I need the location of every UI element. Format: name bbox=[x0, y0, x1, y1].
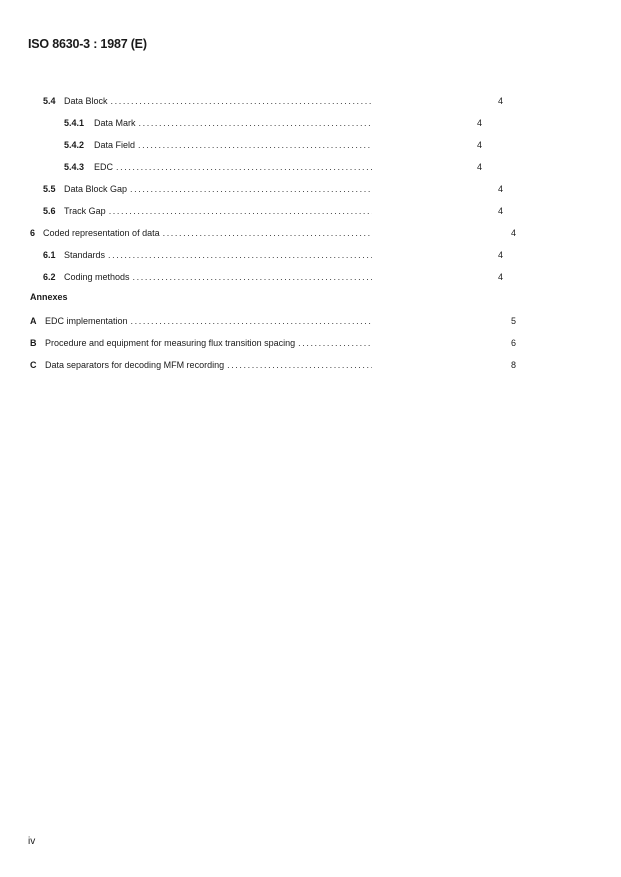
annex-page: 8 bbox=[510, 360, 516, 370]
toc-entry-page: 4 bbox=[476, 162, 482, 172]
toc-entry-number: 5.6 bbox=[43, 206, 56, 216]
toc-entry-page: 4 bbox=[476, 118, 482, 128]
toc-entry-title: Track Gap bbox=[64, 206, 106, 216]
toc-entry bbox=[43, 182, 503, 196]
toc-entry-number: 6.2 bbox=[43, 272, 56, 282]
toc-entry bbox=[64, 116, 482, 130]
toc-entry-number: 5.5 bbox=[43, 184, 56, 194]
toc-leader-dots bbox=[130, 182, 372, 196]
toc-entry bbox=[64, 138, 482, 152]
toc-entry bbox=[43, 270, 503, 284]
toc-leader-dots bbox=[227, 358, 372, 372]
annex-entry bbox=[30, 358, 516, 372]
toc-entry-title: EDC bbox=[94, 162, 114, 172]
toc-leader-dots bbox=[111, 94, 372, 108]
toc-entry-title: Data Field bbox=[94, 140, 136, 150]
annex-letter: B bbox=[30, 338, 37, 348]
toc-entry bbox=[30, 226, 516, 240]
toc-entry bbox=[43, 248, 503, 262]
annex-letter: C bbox=[30, 360, 37, 370]
toc-leader-dots bbox=[139, 116, 372, 130]
document-header: ISO 8630-3 : 1987 (E) bbox=[28, 37, 147, 51]
toc-entry-title: Coding methods bbox=[64, 272, 130, 282]
toc-entry-page: 4 bbox=[497, 206, 503, 216]
annex-letter: A bbox=[30, 316, 37, 326]
annex-title: Data separators for decoding MFM recording bbox=[45, 360, 225, 370]
toc-leader-dots bbox=[108, 248, 372, 262]
toc-entry bbox=[64, 160, 482, 174]
toc-entry-number: 5.4.1 bbox=[64, 118, 85, 128]
toc-entry-page: 4 bbox=[510, 228, 516, 238]
toc-leader-dots bbox=[163, 226, 372, 240]
toc-leader-dots bbox=[133, 270, 372, 284]
toc-entry-page: 4 bbox=[476, 140, 482, 150]
toc-leader-dots bbox=[138, 138, 372, 152]
page-number: iv bbox=[28, 836, 36, 847]
toc-entry bbox=[43, 204, 503, 218]
toc-leader-dots bbox=[116, 160, 372, 174]
toc-leader-dots bbox=[109, 204, 372, 218]
toc-entry-number: 5.4.3 bbox=[64, 162, 85, 172]
toc-leader-dots bbox=[131, 314, 372, 328]
toc-entry-page: 4 bbox=[497, 96, 503, 106]
toc-entry-title: Standards bbox=[64, 250, 106, 260]
toc-entry-number: 6.1 bbox=[43, 250, 56, 260]
annex-entry bbox=[30, 336, 516, 350]
toc-entry-title: Data Mark bbox=[94, 118, 136, 128]
toc-entry-page: 4 bbox=[497, 184, 503, 194]
toc-entry-number: 5.4 bbox=[43, 96, 56, 106]
toc-entry-title: Data Block Gap bbox=[64, 184, 128, 194]
toc-entry-number: 5.4.2 bbox=[64, 140, 85, 150]
toc-entry-title: Data Block bbox=[64, 96, 108, 106]
annex-title: Procedure and equipment for measuring flux transition spacing bbox=[45, 338, 296, 348]
annex-entry bbox=[30, 314, 516, 328]
toc-entry-number: 6 bbox=[30, 228, 36, 238]
toc-leader-dots bbox=[298, 336, 372, 350]
annexes-heading: Annexes bbox=[30, 292, 68, 302]
toc-entry-title: Coded representation of data bbox=[43, 228, 160, 238]
toc-entry-page: 4 bbox=[497, 272, 503, 282]
toc-entry-page: 4 bbox=[497, 250, 503, 260]
annex-page: 6 bbox=[510, 338, 516, 348]
annex-title: EDC implementation bbox=[45, 316, 128, 326]
toc-entry bbox=[43, 94, 503, 108]
annex-page: 5 bbox=[510, 316, 516, 326]
